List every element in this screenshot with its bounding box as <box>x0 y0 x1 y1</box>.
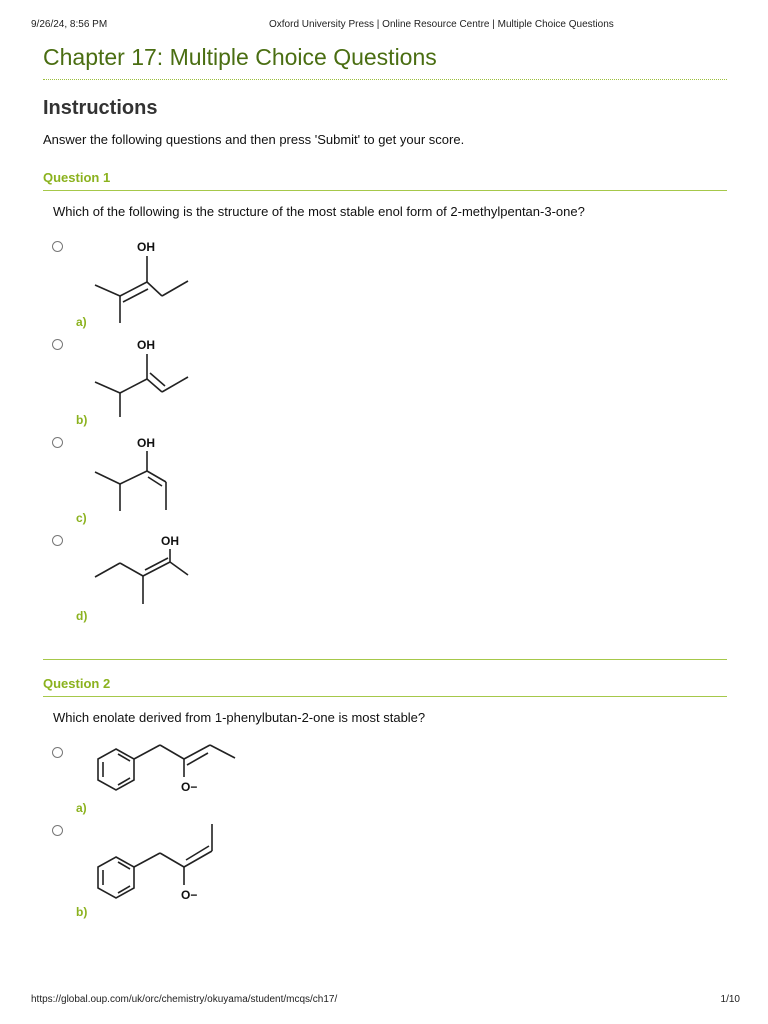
q1-option-d-structure <box>90 527 210 617</box>
q1-option-d-radio[interactable] <box>52 535 63 546</box>
question-1-divider <box>43 190 727 191</box>
question-2-text: Which enolate derived from 1-phenylbutan-2-one is most stable? <box>53 710 426 725</box>
instructions-text: Answer the following questions and then press 'Submit' to get your score. <box>43 132 465 147</box>
print-page-title: Oxford University Press | Online Resource Centre | Multiple Choice Questions <box>269 19 614 30</box>
q2-option-b-radio[interactable] <box>52 825 63 836</box>
q2-option-a-structure <box>90 739 250 809</box>
q1-option-b-structure <box>90 331 200 421</box>
print-header <box>31 19 740 33</box>
print-date: 9/26/24, 8:56 PM <box>31 19 108 30</box>
chapter-title: Chapter 17: Multiple Choice Questions <box>43 44 437 70</box>
q1-option-b-oh-label: OH <box>137 338 155 352</box>
q1-option-a-structure <box>90 233 200 323</box>
print-page-number: 1/10 <box>720 994 740 1005</box>
print-footer <box>31 994 740 1008</box>
question-1-text: Which of the following is the structure of the most stable enol form of 2-methylpentan-3-one? <box>53 204 585 219</box>
question-1-label: Question 1 <box>43 170 111 185</box>
q2-option-a-letter: a) <box>76 801 87 815</box>
title-divider <box>43 79 727 80</box>
q1-option-c-oh-label: OH <box>137 436 155 450</box>
q1-option-c-structure <box>90 429 200 519</box>
q2-option-a-radio[interactable] <box>52 747 63 758</box>
q1-option-b-radio[interactable] <box>52 339 63 350</box>
q1-option-c-radio[interactable] <box>52 437 63 448</box>
q1-option-a-letter: a) <box>76 315 87 329</box>
q1-option-a-radio[interactable] <box>52 241 63 252</box>
q2-option-b-o-minus-label: O− <box>181 888 198 902</box>
question-2-top-divider <box>43 659 727 660</box>
print-url: https://global.oup.com/uk/orc/chemistry/okuyama/student/mcqs/ch17/ <box>31 994 338 1005</box>
q2-option-b-letter: b) <box>76 905 88 919</box>
q1-option-a-oh-label: OH <box>137 240 155 254</box>
q2-option-b-structure <box>90 817 250 917</box>
q1-option-d-oh-label: OH <box>161 534 179 548</box>
q1-option-d-letter: d) <box>76 609 88 623</box>
question-2-label: Question 2 <box>43 676 111 691</box>
instructions-heading: Instructions <box>43 97 158 119</box>
q1-option-c-letter: c) <box>76 511 87 525</box>
q2-option-a-o-minus-label: O− <box>181 780 198 794</box>
q1-option-b-letter: b) <box>76 413 88 427</box>
question-2-divider <box>43 696 727 697</box>
